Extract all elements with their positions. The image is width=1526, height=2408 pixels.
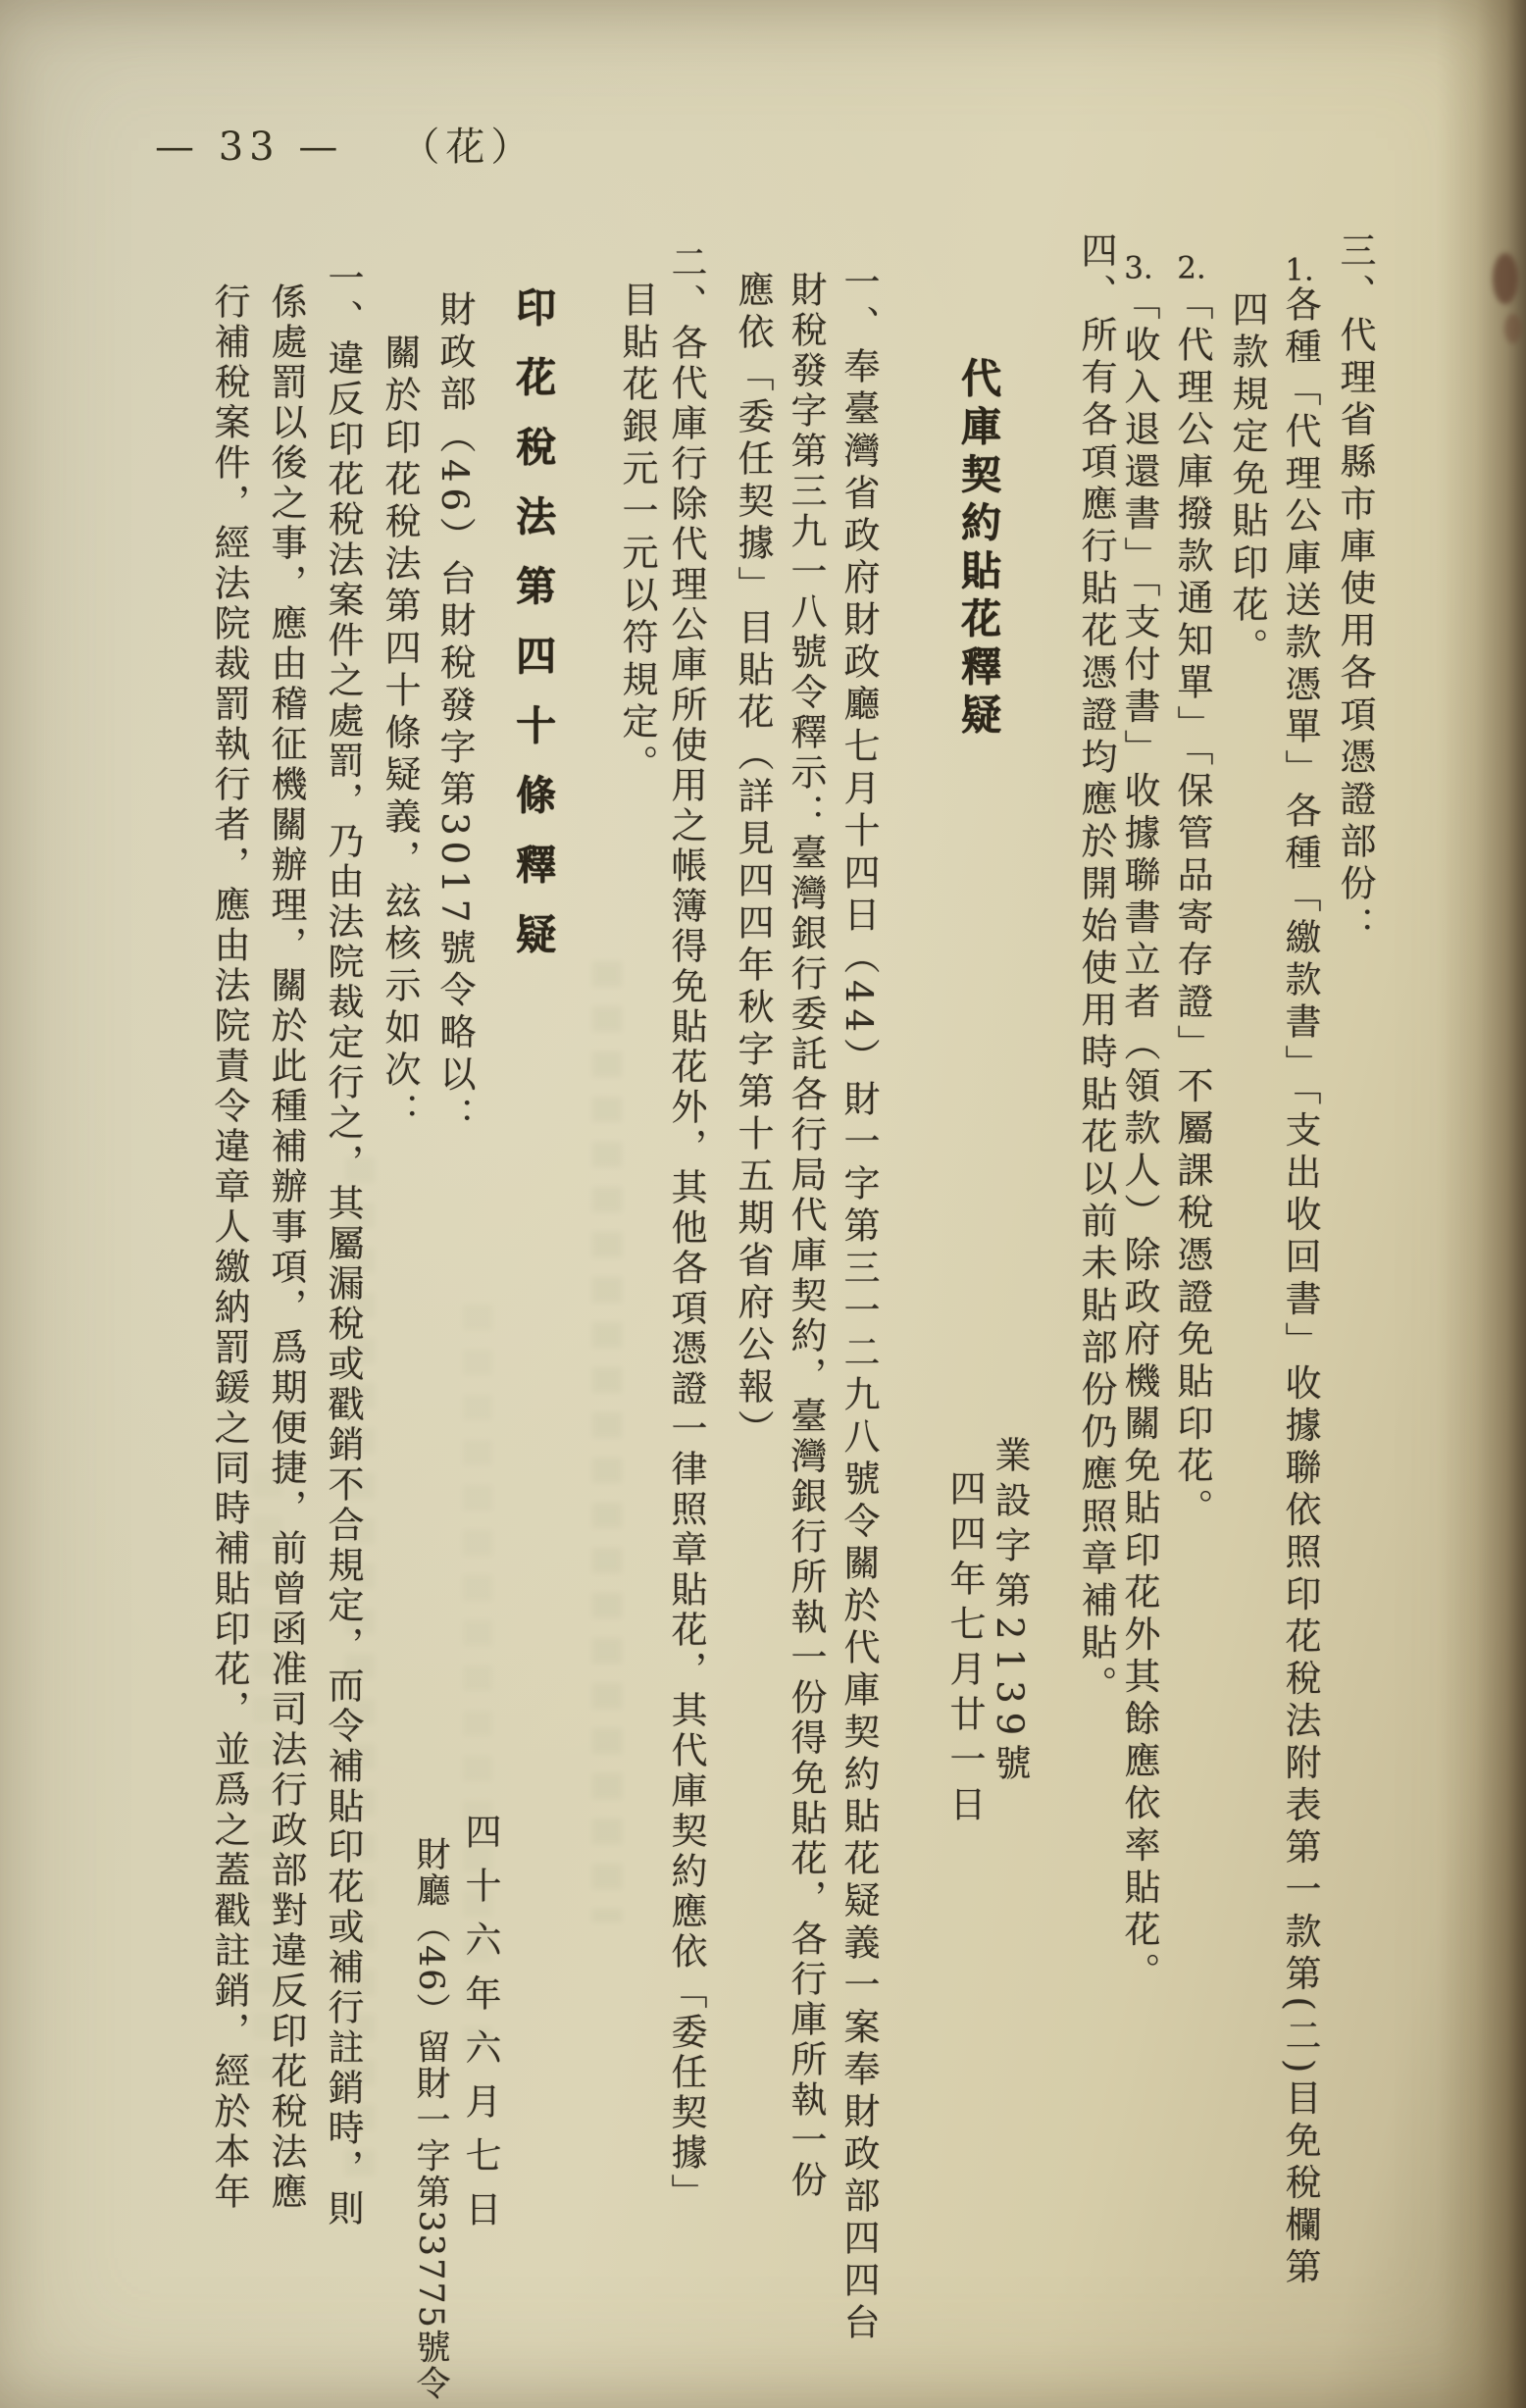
daiku-item-2-col1: 二、各代庫行除代理公庫所使用之帳簿得免貼花外，其他各項憑證一律照章貼花，其代庫契約應依「委任契據」: [665, 243, 707, 2214]
prev-subitem-3-text: 「收入退還書」「支付書」收據聯書立者（領款人）除政府機關免貼印花外其餘應依率貼花。: [1118, 283, 1160, 1995]
prev-subitem-2: [1169, 253, 1214, 1531]
prev-ref-number: 業設字第2139號: [989, 1436, 1031, 1790]
daiku-section-title: 代庫契約貼花釋疑: [954, 357, 1001, 742]
ink-stain-small: [1504, 314, 1522, 343]
prev-subitem-3: [1116, 253, 1161, 1995]
yinhua-intro-col1: 財政部（46）台財稅發字第3017號令略以：: [433, 290, 476, 1140]
list-marker-1: 1.: [1285, 255, 1314, 285]
yinhua-item-1-col3: 行補稅案件，經法院裁罰執行者，應由法院責令違章人繳納罰鍰之同時補貼印花，並爲之蓋戳註銷，經於本年: [208, 282, 250, 2213]
list-marker-3: 3.: [1124, 253, 1153, 283]
daiku-item-1-col3: 應依「委任契據」目貼花（詳見四四年秋字第十五期省府公報）: [732, 271, 774, 1452]
prev-subitem-1-col1: [1277, 255, 1322, 2289]
binding-shadow: [1436, 0, 1526, 2408]
list-marker-2: 2.: [1177, 253, 1206, 283]
daiku-item-1-col1: 一、奉臺灣省政府財政廳七月十四日（44）財一字第三一二九八號令關於代庫契約貼花疑義一案奉財政部四四台: [838, 263, 880, 2346]
yinhua-ref-date: 四十六年六月七日: [459, 1813, 501, 2244]
prev-subitem-2-text: 「代理公庫撥款通知單」「保管品寄存證」不屬課稅憑證免貼印花。: [1171, 283, 1213, 1531]
daiku-item-1-col2: 財稅發字第三九一八號令釋示：臺灣銀行委託各行局代庫契約，臺灣銀行所執一份得免貼花，各行庫所執一份: [785, 271, 827, 2201]
daiku-item-2-col2: 目貼花銀元一元以符規定。: [616, 281, 658, 787]
yinhua-section-title: 印花稅法第四十條釋疑: [509, 286, 556, 983]
category-marker: （花）: [400, 125, 536, 170]
page-header: [155, 116, 535, 172]
page-number: — 33 —: [155, 125, 344, 170]
yinhua-ref-number: 財廳（46）留財一字第33775號令: [411, 1836, 450, 2402]
prev-subitem-1-col2: 四款規定免貼印花。: [1226, 290, 1268, 670]
yinhua-item-1-col2: 係處罰以後之事，應由稽征機關辦理，關於此種補辦事項，爲期便捷，前曾函准司法行政部對違反印花稅法應: [265, 282, 307, 2213]
yinhua-item-1-col1: 一、違反印花稅法案件之處罰，乃由法院裁定行之，其屬漏稅或戳銷不合規定，而令補貼印花或補行註銷時，則: [322, 259, 364, 2229]
prev-item-4: 四、所有各項應行貼花憑證均應於開始使用時貼花以前未貼部份仍應照章補貼。: [1075, 231, 1117, 1708]
ink-stain: [1493, 253, 1518, 304]
yinhua-intro-col2: 關於印花稅法第四十條疑義，玆核示如次：: [379, 333, 421, 1135]
prev-item-3: 三、代理省縣市庫使用各項憑證部份：: [1334, 231, 1376, 948]
bleed-through-smudge: [592, 961, 622, 1922]
prev-ref-date: 四四年七月廿一日: [943, 1469, 986, 1830]
prev-subitem-1-text: 各種「代理公庫送款憑單」各種「繳款書」「支出收回書」收據聯依照印花稅法附表第一款第(二)目免稅欄第: [1279, 285, 1321, 2290]
